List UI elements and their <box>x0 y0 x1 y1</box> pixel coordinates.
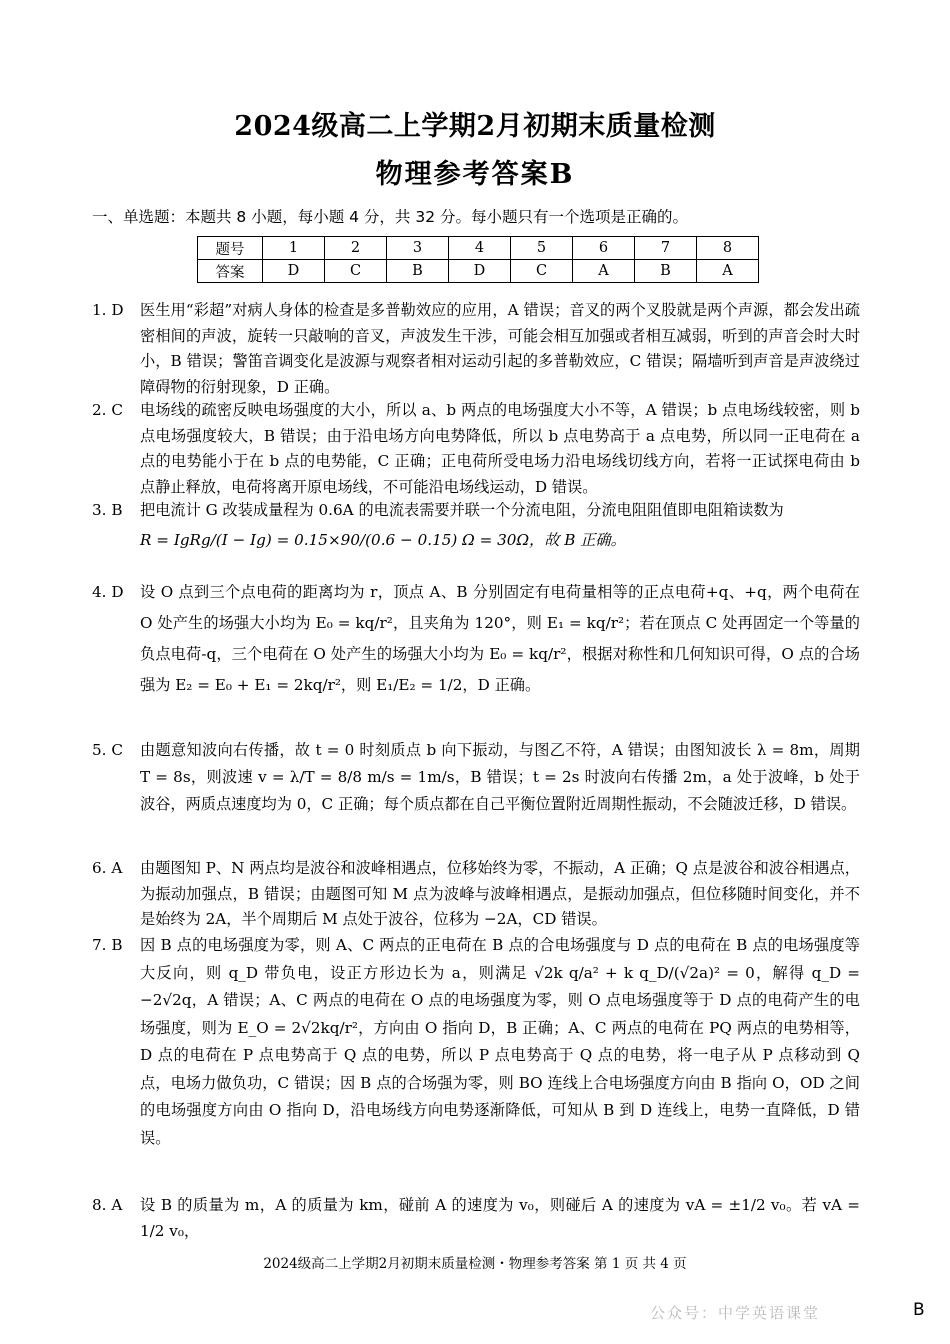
table-cell: C <box>325 260 387 283</box>
table-cell: 4 <box>449 237 511 260</box>
item-number: 4. D <box>92 583 124 601</box>
item-formula: R = IgRg/(I − Ig) = 0.15×90/(0.6 − 0.15) Ω = 30Ω，故 B 正确。 <box>140 530 626 549</box>
answer-table <box>197 236 759 283</box>
item-number: 2. C <box>92 401 123 419</box>
table-cell: A <box>697 260 759 283</box>
item-number: 7. B <box>92 936 123 954</box>
solution-item-4 <box>92 577 860 701</box>
item-number: 1. D <box>92 301 124 319</box>
table-cell: C <box>511 260 573 283</box>
table-cell: 1 <box>263 237 325 260</box>
item-number: 8. A <box>92 1196 123 1214</box>
table-cell: B <box>387 260 449 283</box>
table-cell: 7 <box>635 237 697 260</box>
solution-item-6 <box>92 856 860 933</box>
page-title: 2024级高二上学期2月初期末质量检测 <box>234 111 716 142</box>
page-footer: 2024级高二上学期2月初期末质量检测・物理参考答案 第 1 页 共 4 页 <box>263 1256 687 1272</box>
solution-item-2 <box>92 398 860 500</box>
item-number: 5. C <box>92 741 123 759</box>
solution-item-5 <box>92 737 860 818</box>
table-header-cell: 答案 <box>198 260 263 283</box>
table-cell: 3 <box>387 237 449 260</box>
corner-mark: B <box>913 1300 925 1320</box>
item-text: 因 B 点的电场强度为零，则 A、C 两点的正电荷在 B 点的合电场强度与 D 点的电荷在 B 点的电场强度等大反向，则 q_D 带负电，设正方形边长为 a，则满足 √2k q/a² + k q_D/(√2a)² = 0，解得 q_D = −2√2q，A 错误；A、C 两点的电荷在 O 点的电场强度为零，则 O 点电场强度等于 D 点的电荷产生的电场强度，则为 E_O = 2√2kq/r²，方向由 O 指向 D，B 正确；A、C 两点的电荷在 PQ 两点的电势相等，D 点的电荷在 P 点电势高于 Q 点的电势，所以 P 点电势高于 Q 点的电势，将一电子从 P 点移动到 Q 点，电场力做负功，C 错误；因 B 点的合场强为零，则 BO 连线上合电场强度方向由 B 指向 O，OD 之间的电场强度方向由 O 指向 D，沿电场线方向电势逐渐降低，可知从 B 到 D 连线上，电势一直降低，D 错误。 <box>140 936 860 1147</box>
solution-item-7 <box>92 932 860 1152</box>
table-cell: D <box>263 260 325 283</box>
table-cell: 2 <box>325 237 387 260</box>
answer-table-row-answers <box>198 260 759 283</box>
solution-item-1 <box>92 298 860 400</box>
solution-item-8 <box>92 1193 860 1244</box>
watermark-text: 公众号：中学英语课堂 <box>650 1304 821 1322</box>
table-cell: 8 <box>697 237 759 260</box>
item-text: 设 O 点到三个点电荷的距离均为 r，顶点 A、B 分别固定有电荷量相等的正点电荷+q、+q，两个电荷在 O 处产生的场强大小均为 E₀ = kq/r²，且夹角为 120°，则 E₁ = kq/r²；若在顶点 C 处再固定一个等量的负点电荷-q，三个电荷在 O 处产生的场强大小均为 E₀ = kq/r²，根据对称性和几何知识可得，O 点的合场强为 E₂ = E₀ + E₁ = 2kq/r²，则 E₁/E₂ = 1/2，D 正确。 <box>140 583 860 694</box>
item-text: 电场线的疏密反映电场强度的大小，所以 a、b 两点的电场强度大小不等，A 错误；b 点电场线较密，则 b 点电场强度较大，B 错误；由于沿电场方向电势降低，所以 b 点电势高于 a 点电势，所以同一正电荷在 a 点的电势能小于在 b 点的电势能，C 正确；正电荷所受电场力沿电场线切线方向，若将一正试探电荷由 b 点静止释放，电荷将离开原电场线，不可能沿电场线运动，D 错误。 <box>140 401 860 496</box>
table-cell: A <box>573 260 635 283</box>
item-text: 由题意知波向右传播，故 t = 0 时刻质点 b 向下振动，与图乙不符，A 错误；由图知波长 λ = 8m，周期 T = 8s，则波速 v = λ/T = 8/8 m/s = 1m/s，B 错误；t = 2s 时波向右传播 2m，a 处于波峰，b 处于波谷，两质点速度均为 0，C 正确；每个质点都在自己平衡位置附近周期性振动，不会随波迁移，D 错误。 <box>140 741 860 813</box>
table-cell: B <box>635 260 697 283</box>
page-subtitle: 物理参考答案B <box>375 159 575 190</box>
item-number: 6. A <box>92 859 123 877</box>
item-text: 把电流计 G 改装成量程为 0.6A 的电流表需要并联一个分流电阻，分流电阻阻值即电阻箱读数为 <box>140 501 784 519</box>
answer-table-row-numbers <box>198 237 759 260</box>
item-text: 医生用“彩超”对病人身体的检查是多普勒效应的应用，A 错误；音叉的两个叉股就是两个声源，都会发出疏密相间的声波，旋转一只敲响的音叉，声波发生干涉，可能会相互加强或者相互减弱，听到的声音会时大时小，B 错误；警笛音调变化是波源与观察者相对运动引起的多普勒效应，C 错误；隔墙听到声音是声波绕过障碍物的衍射现象，D 正确。 <box>140 301 860 396</box>
table-cell: D <box>449 260 511 283</box>
table-header-cell: 题号 <box>198 237 263 260</box>
table-cell: 6 <box>573 237 635 260</box>
section-heading: 一、单选题：本题共 8 小题，每小题 4 分，共 32 分。每小题只有一个选项是正确的。 <box>92 208 689 226</box>
item-number: 3. B <box>92 501 123 519</box>
item-text: 设 B 的质量为 m，A 的质量为 km，碰前 A 的速度为 v₀，则碰后 A 的速度为 vA = ±1/2 v₀。若 vA = 1/2 v₀， <box>140 1196 860 1240</box>
solution-item-3 <box>92 498 860 553</box>
table-cell: 5 <box>511 237 573 260</box>
item-text: 由题图知 P、N 两点均是波谷和波峰相遇点，位移始终为零，不振动，A 正确；Q 点是波谷和波谷相遇点，为振动加强点，B 错误；由题图可知 M 点为波峰与波峰相遇点，是振动加强点，但位移随时间变化，并不是始终为 2A，半个周期后 M 点处于波谷，位移为 −2A，CD 错误。 <box>140 859 860 928</box>
